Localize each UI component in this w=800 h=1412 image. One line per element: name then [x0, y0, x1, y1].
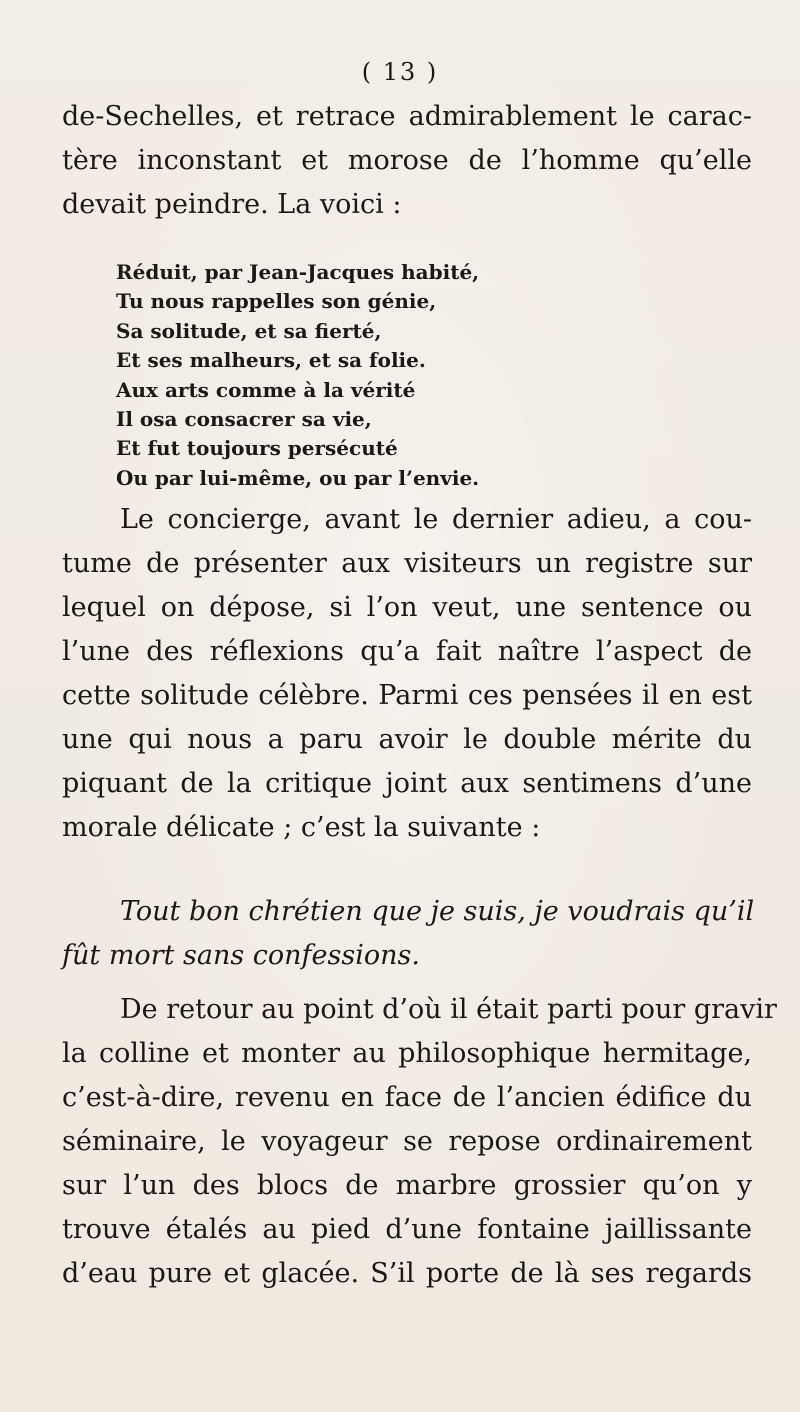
page-number: ( 13 )	[361, 58, 439, 86]
return-paragraph	[62, 988, 777, 1296]
text-line: tume de présenter aux visiteurs un registre sur	[62, 548, 752, 579]
intro-paragraph	[62, 95, 752, 227]
text-line: c’est-à-dire, revenu en face de l’ancien édifice du	[62, 1082, 752, 1113]
verse-line: Et fut toujours persécuté	[116, 436, 398, 461]
text-line: Le concierge, avant le dernier adieu, a cou-	[120, 504, 752, 535]
text-line: lequel on dépose, si l’on veut, une sentence ou	[62, 592, 752, 623]
verse-line: Sa solitude, et sa fierté,	[116, 318, 382, 343]
verse-stanza	[116, 258, 676, 493]
quote-line: Tout bon chrétien que je suis, je voudrais qu’il	[120, 896, 755, 927]
text-line: de-Sechelles, et retrace admirablement le carac-	[62, 101, 752, 132]
quote-line: fût mort sans confessions.	[62, 940, 420, 971]
verse-line: Aux arts comme à la vérité	[116, 377, 416, 402]
verse-line: Réduit, par Jean-Jacques habité,	[116, 260, 480, 284]
register-quote	[62, 890, 755, 978]
text-line: morale délicate ; c’est la suivante :	[62, 812, 541, 843]
verse-line: Il osa consacrer sa vie,	[116, 407, 372, 432]
text-line: séminaire, le voyageur se repose ordinairement	[62, 1126, 752, 1157]
text-line: piquant de la critique joint aux sentimens d’une	[62, 768, 752, 799]
text-line: l’une des réflexions qu’a fait naître l’aspect de	[62, 636, 752, 667]
text-line: trouve étalés au pied d’une fontaine jaillissante	[62, 1214, 752, 1245]
concierge-paragraph	[62, 498, 752, 850]
text-line: d’eau pure et glacée. S’il porte de là ses regards	[62, 1258, 752, 1289]
text-line: devait peindre. La voici :	[62, 189, 402, 220]
text-line: tère inconstant et morose de l’homme qu’elle	[62, 145, 752, 176]
text-line: De retour au point d’où il était parti pour gravir	[120, 994, 777, 1025]
text-line: une qui nous a paru avoir le double mérite du	[62, 724, 752, 755]
text-line: la colline et monter au philosophique hermitage,	[62, 1038, 752, 1069]
verse-line: Et ses malheurs, et sa folie.	[116, 348, 426, 373]
verse-line: Tu nous rappelles son génie,	[116, 289, 437, 314]
text-line: cette solitude célèbre. Parmi ces pensées il en est	[62, 680, 752, 711]
text-line: sur l’un des blocs de marbre grossier qu’on y	[62, 1170, 752, 1201]
verse-line: Ou par lui-même, ou par l’envie.	[116, 465, 480, 490]
